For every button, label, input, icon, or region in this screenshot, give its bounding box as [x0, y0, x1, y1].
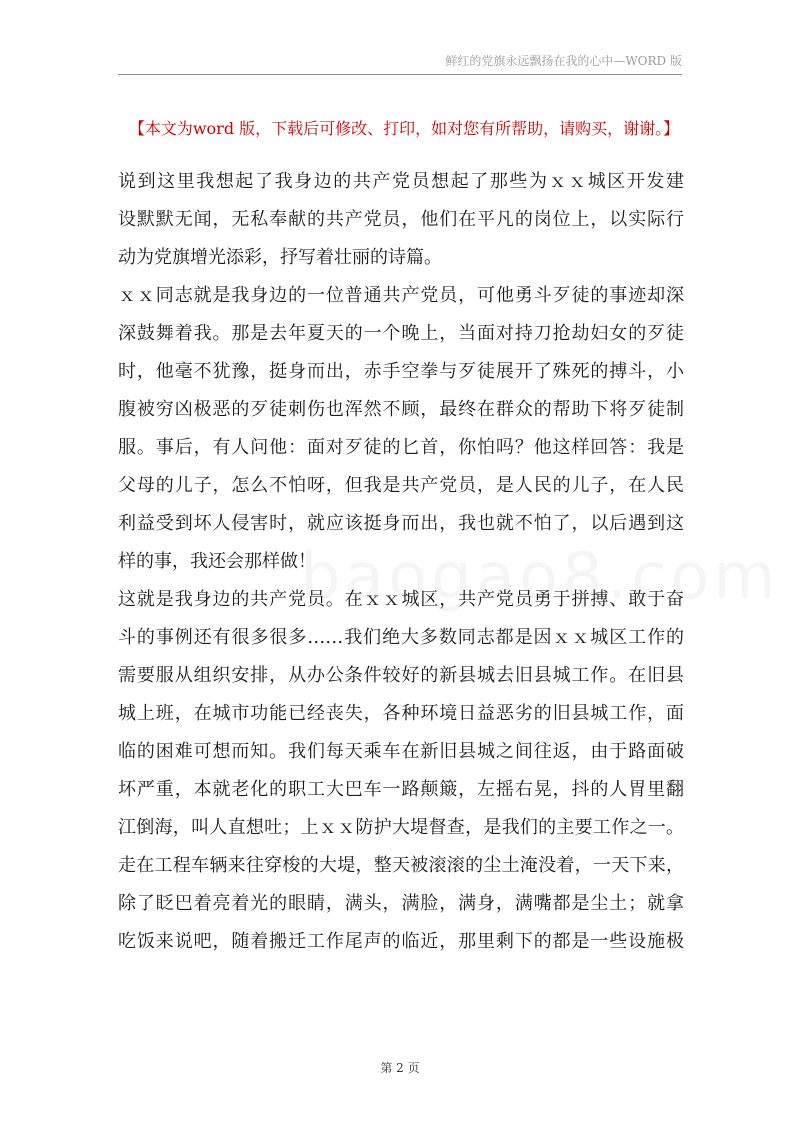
text-line: 深鼓舞着我。那是去年夏天的一个晚上，当面对持刀抢劫妇女的歹徒	[118, 323, 684, 344]
text-line: 坏严重，本就老化的职工大巴车一路颠簸，左摇右晃，抖的人胃里翻	[118, 779, 684, 800]
text-line: 服。事后，有人问他：面对歹徒的匕首，你怕吗？他这样回答：我是	[118, 437, 684, 458]
text-line: 需要服从组织安排，从办公条件较好的新县城去旧县城工作。在旧县	[118, 665, 684, 686]
page-footer	[0, 1059, 800, 1076]
text-line: 样的事，我还会那样做！	[118, 551, 316, 572]
text-line: 动为党旗增光添彩，抒写着壮丽的诗篇。	[118, 247, 442, 268]
document-body	[118, 163, 684, 961]
text-line: 设默默无闻，无私奉献的共产党员，他们在平凡的岗位上，以实际行	[118, 209, 684, 230]
text-line: 临的困难可想而知。我们每天乘车在新旧县城之间往返，由于路面破	[118, 741, 684, 762]
text-line: 除了眨巴着亮着光的眼睛，满头，满脸，满身，满嘴都是尘土；就拿	[118, 893, 684, 914]
text-line: 江倒海，叫人直想吐；上ｘｘ防护大堤督查，是我们的主要工作之一。	[118, 817, 684, 838]
text-line: 时，他毫不犹豫，挺身而出，赤手空拳与歹徒展开了殊死的搏斗，小	[118, 361, 684, 382]
header-title: 鲜红的党旗永远飘扬在我的心中—WORD 版	[445, 54, 682, 68]
text-line: 城上班，在城市功能已经丧失，各种环境日益恶劣的旧县城工作，面	[118, 703, 684, 724]
text-line: 利益受到坏人侵害时，就应该挺身而出，我也就不怕了，以后遇到这	[118, 513, 684, 534]
text-line: 腹被穷凶极恶的歹徒刺伤也浑然不顾，最终在群众的帮助下将歹徒制	[118, 399, 684, 420]
text-line: 斗的事例还有很多很多……我们绝大多数同志都是因ｘｘ城区工作的	[118, 627, 684, 648]
text-line: 这就是我身边的共产党员。在ｘｘ城区，共产党员勇于拼搏、敢于奋	[118, 589, 684, 610]
text-line: 走在工程车辆来往穿梭的大堤，整天被滚滚的尘土淹没着，一天下来，	[118, 855, 684, 876]
download-notice: 【本文为word 版，下载后可修改、打印，如对您有所帮助，请购买，谢谢。】	[128, 119, 680, 138]
text-line: 父母的儿子，怎么不怕呀，但我是共产党员，是人民的儿子，在人民	[118, 475, 684, 496]
page-header	[118, 52, 682, 75]
page-number: 第 2 页	[380, 1061, 420, 1075]
text-line: 说到这里我想起了我身边的共产党员想起了那些为ｘｘ城区开发建	[118, 171, 684, 192]
text-line: 吃饭来说吧，随着搬迁工作尾声的临近，那里剩下的都是一些设施极	[118, 931, 684, 952]
text-line: ｘｘ同志就是我身边的一位普通共产党员，可他勇斗歹徒的事迹却深	[118, 285, 684, 306]
